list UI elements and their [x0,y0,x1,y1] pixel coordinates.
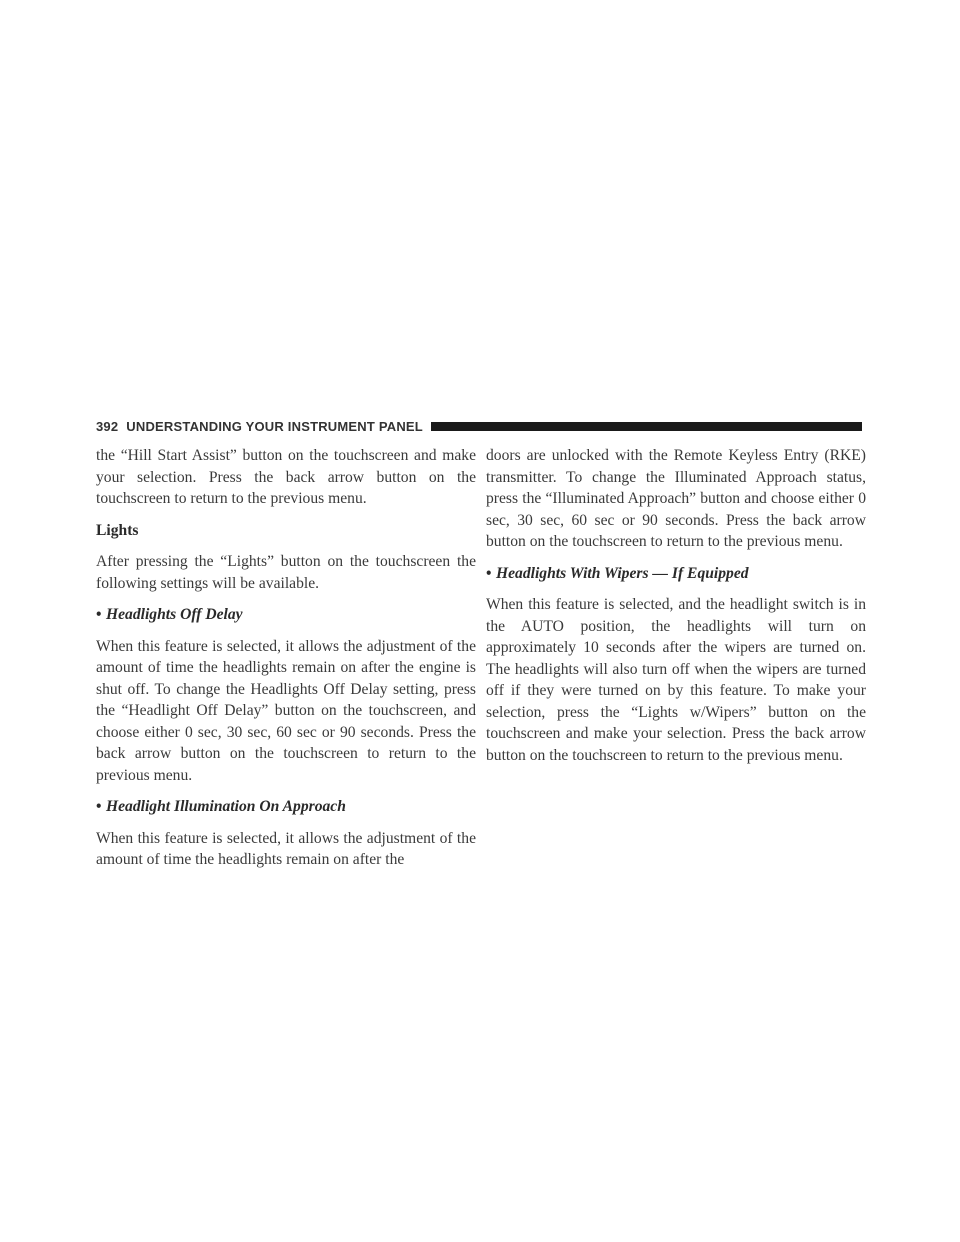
page-header [96,417,862,435]
paragraph-approach-continued: doors are unlocked with the Remote Keyless Entry (RKE) transmitter. To change the Illuminated Approach status, press the “Illuminated Approach” button and choose either 0 sec, 30 sec, 60 sec or 90 seconds. Press the back arrow button on the touchscreen to return to the previous menu. [486,447,866,550]
paragraph-headlights-with-wipers: When this feature is selected, and the headlight switch is in the AUTO position, the headlights will turn on approximately 10 seconds after the wipers are turned on. The headlights will also turn off when the wipers are turned off if they were turned on by this feature. To make your selection, press the “Lights w/Wipers” button on the touchscreen and make your selection. Press the back arrow button on the touchscreen to return to the previous menu. [486,596,866,764]
paragraph-illumination-on-approach: When this feature is selected, it allows the adjustment of the amount of time the headlights remain on after the [96,829,476,868]
bullet-headlights-with-wipers [486,563,866,585]
header-rule [431,422,862,431]
bullet-illumination-on-approach [96,796,476,818]
paragraph-lights-intro: After pressing the “Lights” button on the touchscreen the following settings will be available. [96,553,476,592]
bullet-dot: • [486,564,492,582]
section-title: UNDERSTANDING YOUR INSTRUMENT PANEL [126,418,423,434]
page-number: 392 [96,418,119,434]
bullet-dot: • [96,606,102,623]
paragraph-hill-start-continued: the “Hill Start Assist” button on the touchscreen and make your selection. Press the back arrow button on the touchscreen to return to the previous menu. [96,447,476,507]
left-column [96,445,476,881]
bullet-dot: • [96,798,102,815]
bullet-label: Headlight Illumination On Approach [106,798,346,815]
bullet-label: Headlights With Wipers — If Equipped [496,564,749,582]
right-column [486,445,866,776]
bullet-headlights-off-delay [96,604,476,626]
paragraph-headlights-off-delay: When this feature is selected, it allows the adjustment of the amount of time the headlights remain on after the engine is shut off. To change the Headlights Off Delay setting, press the “Headlight Off Delay” button on the touchscreen, and choose either 0 sec, 30 sec, 60 sec or 90 seconds. Press the back arrow button on the touchscreen to return to the previous menu. [96,637,476,784]
heading-lights: Lights [96,521,139,539]
bullet-label: Headlights Off Delay [106,606,243,623]
